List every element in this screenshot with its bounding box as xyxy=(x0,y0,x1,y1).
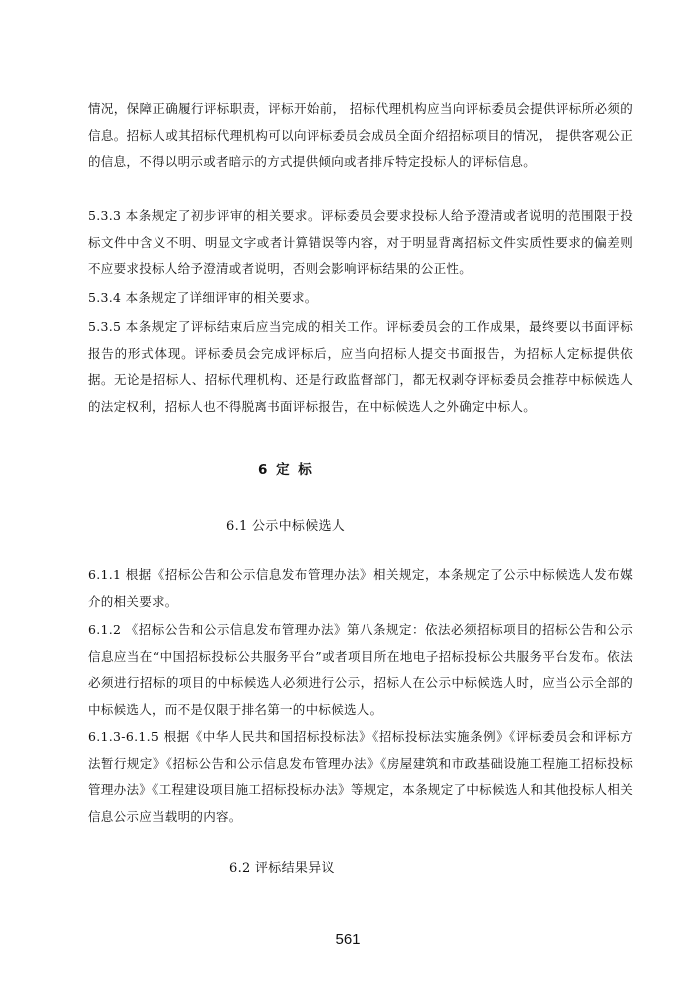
paragraph-text: 5.3.5 本条规定了评标结束后应当完成的相关工作。评标委员会的工作成果，最终要以书面评标报告的形式体现。评标委员会完成评标后，应当向招标人提交书面报告，为招标人定标提供依据。无论是招标人、招标代理机构、还是行政监督部门，都无权剥夺评标委员会推荐中标候选人的法定权利，招标人也不得脱离书面评标报告，在中标候选人之外确定中标人。 xyxy=(88,319,633,414)
paragraph-text: 6.1.1 根据《招标公告和公示信息发布管理办法》相关规定，本条规定了公示中标候选人发布媒介的相关要求。 xyxy=(88,567,633,609)
subsection-heading-6-2: 6.2 评标结果异议 xyxy=(229,861,335,876)
paragraph-6-1-2 xyxy=(88,617,633,723)
section-heading-6: 6 定 标 xyxy=(258,462,314,478)
paragraph-text: 5.3.3 本条规定了初步评审的相关要求。评标委员会要求投标人给予澄清或者说明的范围限于投标文件中含义不明、明显文字或者计算错误等内容，对于明显背离招标文件实质性要求的偏差则不应要求投标人给予澄清或者说明，否则会影响评标结果的公正性。 xyxy=(88,208,633,276)
paragraph-evaluation-info xyxy=(88,96,633,176)
paragraph-6-1-3-to-6-1-5 xyxy=(88,724,633,830)
page-number: 561 xyxy=(335,931,361,948)
paragraph-6-1-1 xyxy=(88,562,633,615)
paragraph-5-3-4 xyxy=(88,285,633,312)
paragraph-5-3-5 xyxy=(88,314,633,420)
paragraph-text: 情况，保障正确履行评标职责，评标开始前， 招标代理机构应当向评标委员会提供评标所必须的信息。招标人或其招标代理机构可以向评标委员会成员全面介绍招标项目的情况， 提供客观公正的信息，不得以明示或者暗示的方式提供倾向或者排斥特定投标人的评标信息。 xyxy=(88,101,633,169)
paragraph-text: 6.1.2 《招标公告和公示信息发布管理办法》第八条规定：依法必须招标项目的招标公告和公示信息应当在“中国招标投标公共服务平台”或者项目所在地电子招标投标公共服务平台发布。依法必须进行招标的项目的中标候选人必须进行公示，招标人在公示中标候选人时，应当公示全部的中标候选人，而不是仅限于排名第一的中标候选人。 xyxy=(88,622,633,717)
subsection-heading-6-1: 6.1 公示中标候选人 xyxy=(226,519,346,534)
paragraph-text: 6.1.3-6.1.5 根据《中华人民共和国招标投标法》《招标投标法实施条例》《评标委员会和评标方法暂行规定》《招标公告和公示信息发布管理办法》《房屋建筑和市政基础设施工程施工招标投标管理办法》《工程建设项目施工招标投标办法》等规定，本条规定了中标候选人和其他投标人相关信息公示应当载明的内容。 xyxy=(88,729,633,824)
paragraph-text: 5.3.4 本条规定了详细评审的相关要求。 xyxy=(88,290,318,305)
paragraph-5-3-3 xyxy=(88,203,633,283)
